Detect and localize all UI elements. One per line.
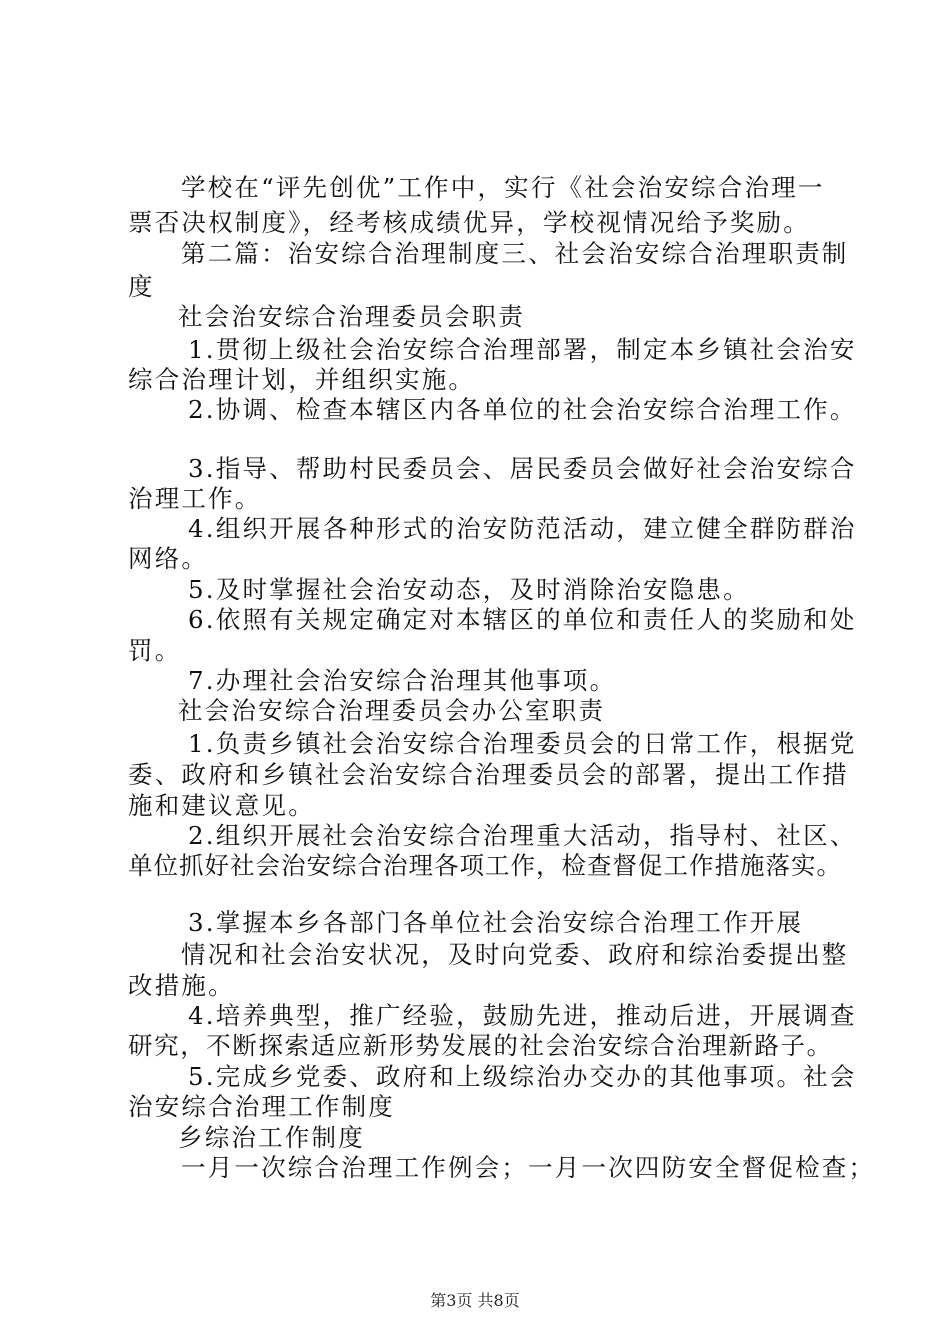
list-item: 1.负责乡镇社会治安综合治理委员会的日常工作，根据党: [188, 729, 857, 758]
list-item: 单位抓好社会治安综合治理各项工作，检查督促工作措施落实。: [128, 851, 842, 880]
paragraph-line: 票否决权制度》，经考核成绩优异，学校视情况给予奖励。: [128, 208, 810, 237]
paragraph-line: 学校在“评先创优”工作中，实行《社会治安综合治理一: [181, 173, 825, 202]
section-heading: 第二篇：治安综合治理制度三、社会治安综合治理职责制: [181, 239, 849, 268]
list-item: 5.完成乡党委、政府和上级综治办交办的其他事项。社会: [188, 1062, 857, 1091]
list-item: 研究，不断探索适应新形势发展的社会治安综合治理新路子。: [128, 1031, 833, 1060]
list-item: 3.指导、帮助村民委员会、居民委员会做好社会治安综合: [188, 454, 857, 483]
subheading: 乡综治工作制度: [178, 1123, 365, 1152]
list-item: 4.组织开展各种形式的治安防范活动，建立健全群防群治: [188, 514, 857, 543]
list-item: 2.组织开展社会治安综合治理重大活动，指导村、社区、: [188, 821, 857, 850]
list-item: 6.依照有关规定确定对本辖区的单位和责任人的奖励和处: [188, 605, 857, 634]
list-item: 1.贯彻上级社会治安综合治理部署，制定本乡镇社会治安: [188, 335, 857, 364]
list-item: 罚。: [128, 636, 182, 665]
list-item: 施和建议意见。: [128, 791, 315, 820]
list-item: 7.办理社会治安综合治理其他事项。: [188, 666, 617, 695]
list-item: 改措施。: [128, 971, 235, 1000]
list-item: 5.及时掌握社会治安动态，及时消除治安隐患。: [188, 575, 750, 604]
section-heading: 度: [128, 272, 155, 301]
page-number-footer: 第3页 共8页: [430, 1291, 520, 1310]
subheading: 社会治安综合治理委员会职责: [178, 302, 526, 331]
list-item: 综合治理计划，并组织实施。: [128, 365, 476, 394]
paragraph-line: 一月一次综合治理工作例会；一月一次四防安全督促检查；: [181, 1153, 876, 1182]
list-item: 3.掌握本乡各部门各单位社会治安综合治理工作开展: [188, 908, 804, 937]
list-item: 2.协调、检查本辖区内各单位的社会治安综合治理工作。: [188, 395, 857, 424]
list-item: 4.培养典型，推广经验，鼓励先进，推动后进，开展调查: [188, 1001, 857, 1030]
list-item: 网络。: [128, 544, 209, 573]
list-item: 治理工作。: [128, 484, 262, 513]
section-heading: 治安综合治理工作制度: [128, 1092, 395, 1121]
subheading: 社会治安综合治理委员会办公室职责: [178, 696, 606, 725]
list-item: 情况和社会治安状况，及时向党委、政府和综治委提出整: [181, 940, 849, 969]
list-item: 委、政府和乡镇社会治安综合治理委员会的部署，提出工作措: [128, 760, 849, 789]
